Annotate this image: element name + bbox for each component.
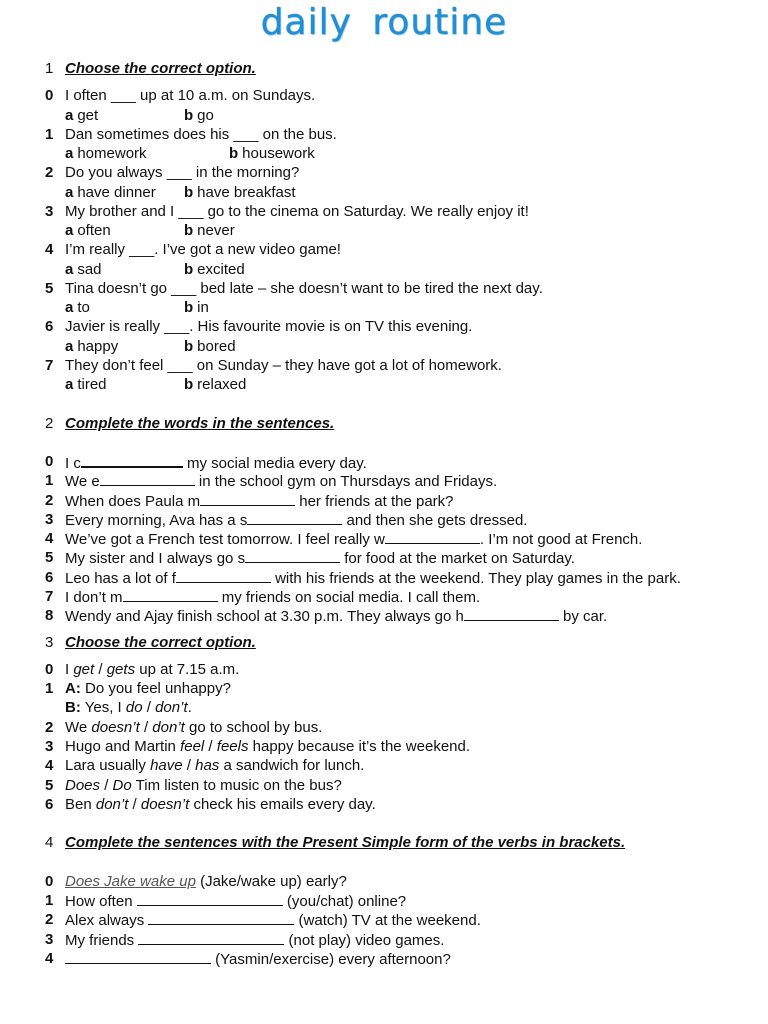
choice-line <box>0 795 768 815</box>
question-number: 2 <box>45 719 54 736</box>
question-number: 1 <box>45 472 54 489</box>
question-number: 3 <box>45 738 54 755</box>
option-1[interactable]: don’t <box>95 796 129 813</box>
question-number: 0 <box>45 873 54 890</box>
option-a: a tired <box>65 376 107 393</box>
sentence-line <box>0 910 768 930</box>
sentence-text: We’ve got a French test tomorrow. I feel really w . I’m not good at French. <box>65 531 643 548</box>
option-b: b have breakfast <box>184 184 296 201</box>
sentence-text: I don’t m my friends on social media. I call them. <box>65 589 481 606</box>
question-number: 3 <box>45 511 54 528</box>
question-number: 2 <box>45 911 54 928</box>
question-number: 0 <box>45 661 54 678</box>
sentence-text: Alex always (watch) TV at the weekend. <box>65 912 481 929</box>
question-number: 8 <box>45 607 54 624</box>
answer-blank[interactable] <box>81 452 183 468</box>
sentence-text: (Yasmin/exercise) every afternoon? <box>65 949 451 970</box>
option-a: a often <box>65 222 111 239</box>
option-1[interactable]: feel <box>180 738 205 755</box>
option-b: b relaxed <box>184 376 247 393</box>
question-number: 6 <box>45 569 54 586</box>
answer-blank[interactable] <box>200 491 295 506</box>
section-heading: Complete the words in the sentences. <box>65 415 335 432</box>
sentence-text: Leo has a lot of f with his friends at the weekend. They play games in the park. <box>65 570 681 587</box>
option-1[interactable]: doesn’t <box>91 719 140 736</box>
option-2[interactable]: gets <box>106 661 136 678</box>
option-2[interactable]: feels <box>216 738 249 755</box>
question-text: My brother and I ___ go to the cinema on Saturday. We really enjoy it! <box>65 203 529 220</box>
sentence-line <box>0 930 768 950</box>
section-number: 3 <box>45 634 54 651</box>
options-line <box>0 337 768 357</box>
question-line <box>0 240 768 260</box>
question-number: 4 <box>45 757 54 774</box>
sentence-line <box>0 452 768 472</box>
sentence-text: We e in the school gym on Thursdays and Fridays. <box>65 473 498 490</box>
question-number: 3 <box>45 931 54 948</box>
sentence-line <box>0 471 768 491</box>
question-line <box>0 356 768 376</box>
question-number: 6 <box>45 318 54 335</box>
choice-line <box>0 679 768 699</box>
options-line <box>0 260 768 280</box>
sentence-text: Wendy and Ajay finish school at 3.30 p.m. They always go h by car. <box>65 608 608 625</box>
example-answer: Does Jake wake up <box>65 873 196 890</box>
option-b: b housework <box>229 145 315 162</box>
choice-line <box>0 776 768 796</box>
section-number: 1 <box>45 60 54 77</box>
sentence-text: I c my social media every day. <box>65 452 367 474</box>
option-a: a sad <box>65 261 102 278</box>
sentence-line <box>0 872 768 892</box>
choice-line <box>0 737 768 757</box>
question-number: 6 <box>45 796 54 813</box>
question-number: 4 <box>45 950 54 967</box>
option-2[interactable]: don’t <box>152 719 185 736</box>
question-number: 0 <box>45 87 54 104</box>
option-b: b bored <box>184 338 236 355</box>
choice-line <box>0 698 768 718</box>
question-line <box>0 202 768 222</box>
section-heading: Choose the correct option. <box>65 634 256 651</box>
dialogue-a: A: Do you feel unhappy? <box>65 680 231 697</box>
question-text: Tina doesn’t go ___ bed late – she doesn’t want to be tired the next day. <box>65 280 543 297</box>
answer-blank[interactable] <box>464 606 559 621</box>
question-number: 5 <box>45 777 54 794</box>
question-number: 1 <box>45 126 54 143</box>
answer-blank[interactable] <box>247 510 342 525</box>
option-a: a to <box>65 299 90 316</box>
sentence-text: Does / Do Tim listen to music on the bus? <box>65 777 342 794</box>
options-line <box>0 375 768 395</box>
option-a: a homework <box>65 145 147 162</box>
question-number: 4 <box>45 241 54 258</box>
answer-blank[interactable] <box>176 568 271 583</box>
question-number: 1 <box>45 892 54 909</box>
option-2[interactable]: don’t <box>155 699 188 716</box>
option-a: a happy <box>65 338 119 355</box>
sentence-text: How often (you/chat) online? <box>65 893 407 910</box>
question-number: 7 <box>45 357 54 374</box>
option-1[interactable]: do <box>125 699 143 716</box>
option-1[interactable]: Does <box>65 777 101 794</box>
choice-line <box>0 756 768 776</box>
worksheet-title: daily routine <box>260 2 508 43</box>
sentence-line <box>0 568 768 588</box>
options-line <box>0 144 768 164</box>
answer-blank[interactable] <box>123 587 218 602</box>
options-line <box>0 106 768 126</box>
question-number: 4 <box>45 530 54 547</box>
sentence-line <box>0 548 768 568</box>
answer-blank[interactable] <box>65 949 211 964</box>
sentence-line <box>0 587 768 607</box>
sentence-text: Ben don’t / doesn’t check his emails every day. <box>65 796 376 813</box>
answer-blank[interactable] <box>245 548 340 563</box>
option-1[interactable]: get <box>73 661 95 678</box>
answer-blank[interactable] <box>100 471 195 486</box>
question-number: 1 <box>45 680 54 697</box>
question-text: They don’t feel ___ on Sunday – they have got a lot of homework. <box>65 357 502 374</box>
answer-blank[interactable] <box>385 529 480 544</box>
section-number: 2 <box>45 415 54 432</box>
section-3-header <box>0 633 768 653</box>
sentence-text: Lara usually have / has a sandwich for lunch. <box>65 757 365 774</box>
question-text: I often ___ up at 10 a.m. on Sundays. <box>65 87 316 104</box>
sentence-line <box>0 891 768 911</box>
answer-blank[interactable] <box>148 910 294 925</box>
section-4-header <box>0 833 768 853</box>
question-number: 2 <box>45 492 54 509</box>
question-text: I’m really ___. I’ve got a new video game! <box>65 241 341 258</box>
question-text: Javier is really ___. His favourite movie is on TV this evening. <box>65 318 473 335</box>
sentence-text: We doesn’t / don’t go to school by bus. <box>65 719 323 736</box>
option-2[interactable]: doesn’t <box>140 796 190 813</box>
question-number: 5 <box>45 549 54 566</box>
option-1[interactable]: have <box>150 757 183 774</box>
options-line <box>0 298 768 318</box>
question-text: Do you always ___ in the morning? <box>65 164 300 181</box>
option-a: a get <box>65 107 99 124</box>
sentence-text: Every morning, Ava has a s and then she gets dressed. <box>65 512 528 529</box>
question-line <box>0 317 768 337</box>
sentence-text: When does Paula m her friends at the park? <box>65 493 454 510</box>
dialogue-b: B: Yes, I do / don’t. <box>65 699 192 716</box>
option-b: b excited <box>184 261 245 278</box>
sentence-text: My friends (not play) video games. <box>65 932 445 949</box>
answer-blank[interactable] <box>138 930 284 945</box>
section-1-header <box>0 59 768 79</box>
question-line <box>0 279 768 299</box>
question-line <box>0 125 768 145</box>
sentence-text: I get / gets up at 7.15 a.m. <box>65 661 240 678</box>
question-number: 7 <box>45 588 54 605</box>
option-2[interactable]: Do <box>112 777 132 794</box>
question-number: 0 <box>45 453 54 470</box>
sentence-text: Hugo and Martin feel / feels happy because it’s the weekend. <box>65 738 471 755</box>
options-line <box>0 221 768 241</box>
section-2-header <box>0 414 768 434</box>
section-heading: Choose the correct option. <box>65 60 256 77</box>
sentence-line <box>0 949 768 969</box>
option-a: a have dinner <box>65 184 156 201</box>
sentence-line <box>0 529 768 549</box>
sentence-line <box>0 606 768 626</box>
question-number: 2 <box>45 164 54 181</box>
option-2[interactable]: has <box>195 757 220 774</box>
sentence-text: My sister and I always go s for food at the market on Saturday. <box>65 550 575 567</box>
option-b: b go <box>184 107 214 124</box>
question-line <box>0 86 768 106</box>
option-b: b in <box>184 299 209 316</box>
choice-line <box>0 660 768 680</box>
section-number: 4 <box>45 834 54 851</box>
question-number: 5 <box>45 280 54 297</box>
sentence-text: Does Jake wake up (Jake/wake up) early? <box>65 873 347 890</box>
option-b: b never <box>184 222 235 239</box>
section-heading: Complete the sentences with the Present Simple form of the verbs in brackets. <box>65 834 626 851</box>
question-number: 3 <box>45 203 54 220</box>
sentence-line <box>0 491 768 511</box>
choice-line <box>0 718 768 738</box>
question-text: Dan sometimes does his ___ on the bus. <box>65 126 337 143</box>
answer-blank[interactable] <box>137 891 283 906</box>
question-line <box>0 163 768 183</box>
sentence-line <box>0 510 768 530</box>
options-line <box>0 183 768 203</box>
